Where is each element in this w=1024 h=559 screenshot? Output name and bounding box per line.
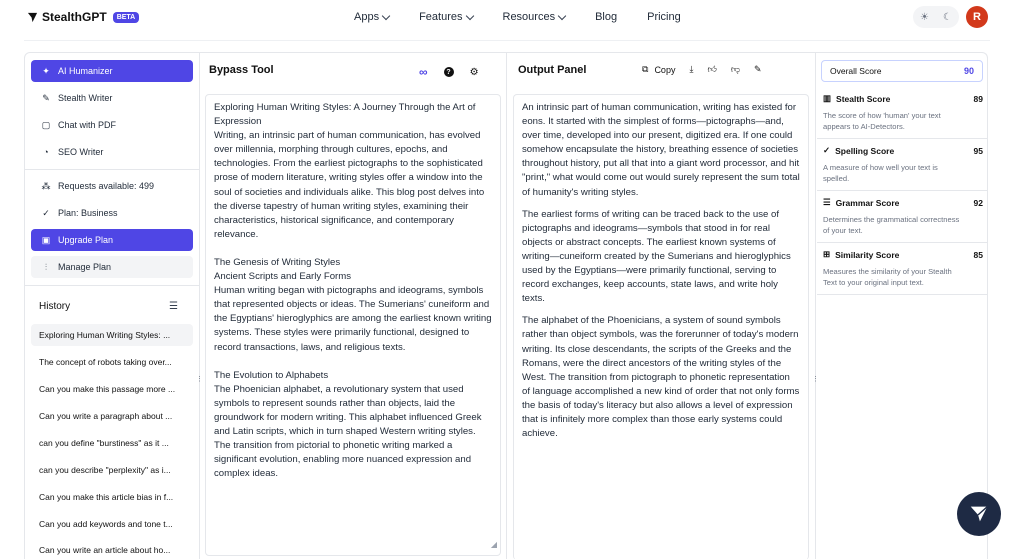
similarity-score-card: ⊞ Similarity Score 85 Measures the similarity of your Stealth Text to your original input text.	[817, 243, 988, 295]
pencil-icon: ✎	[42, 93, 50, 103]
input-textarea[interactable]: Exploring Human Writing Styles: A Journey Through the Art of Expression Writing, an intrinsic part of human communication, has evolved over millennia, morphing through cultures, epochs, and technologies. From the earliest pictographs to the sophisticated prose of modern literature, writing styles offer a window into the soul of societies and individuals alike. This blog post delves into the diverse tapestry of human writing styles, examining their characteristics, historical significance, and contemporary relevance. The Genesis of Writing Styles Ancient Scripts and Early Forms Human writing began with pictographs and ideograms, symbols that represented objects or ideas. The Sumerians' cuneiform and the Egyptians' hieroglyphics are among the earliest known writing systems. These styles were primarily functional, designed to record transactions, laws, and religious texts. The Evolution to Alphabets The Phoenician alphabet, a revolutionary system that used symbols to represent sounds rather than objects, laid the groundwork for modern writing. This alphabet influenced Greek and Latin scripts, which in turn shaped Western writing styles. The transition from pictorial to phonetic writing marked a significant evolution, enabling more nuanced expression and complex ideas. ◢	[205, 94, 501, 556]
grammar-score-card: ☰ Grammar Score 92 Determines the grammatical correctness of your text.	[817, 191, 988, 243]
sidebar-divider	[25, 285, 200, 286]
download-icon[interactable]: ⤓	[689, 64, 694, 74]
brand-logo[interactable]	[27, 10, 139, 24]
chat-support-button[interactable]	[957, 492, 1001, 536]
chevron-down-icon	[465, 11, 473, 19]
edit-icon[interactable]: ✎	[753, 64, 762, 74]
logo-icon	[27, 12, 38, 23]
plan-status: ✓ Plan: Business	[42, 208, 118, 218]
overall-score: Overall Score 90	[821, 60, 983, 82]
spelling-score-card: ✓ Spelling Score 95 A measure of how well your text is spelled.	[817, 139, 988, 191]
history-item[interactable]: Can you make this article bias in f...	[39, 492, 174, 502]
nav-pricing[interactable]: Pricing	[647, 11, 681, 23]
sparkle-icon: ✦	[42, 66, 50, 76]
nav-features[interactable]: Features	[419, 11, 472, 23]
requests-available: ⁂ Requests available: 499	[41, 181, 155, 191]
chevron-down-icon	[382, 11, 390, 19]
nav-links	[354, 11, 711, 23]
avatar[interactable]: R	[966, 6, 988, 28]
beta-badge: BETA	[113, 12, 140, 23]
output-title: Output Panel	[518, 64, 587, 76]
top-navigation	[0, 0, 1024, 36]
history-item[interactable]: The concept of robots taking over...	[39, 357, 172, 367]
check-circle-icon: ✓	[42, 208, 50, 218]
compare-icon: ⊞	[823, 249, 831, 259]
bypass-toolbar	[419, 65, 479, 79]
nodes-icon: ⁂	[41, 181, 51, 191]
history-item[interactable]: Can you make this passage more ...	[39, 384, 176, 394]
image-icon: ▣	[41, 235, 51, 245]
scores-panel	[817, 53, 988, 559]
help-icon[interactable]: ?	[444, 67, 454, 77]
bypass-tool-panel	[201, 53, 507, 559]
header-divider	[24, 40, 990, 41]
gear-icon[interactable]: ⚙	[469, 66, 479, 78]
thumbs-down-icon[interactable]: 👎︎	[730, 64, 740, 74]
stealth-score-card: ▥ Stealth Score 89 The score of how 'human' your text appears to AI-Detectors.	[817, 87, 988, 139]
resize-handle-icon[interactable]: ◢	[490, 539, 497, 549]
list-check-icon: ☰	[823, 197, 831, 207]
history-item[interactable]: can you define "burstiness" as it ...	[39, 438, 169, 448]
barcode-icon: ▥	[823, 93, 832, 103]
history-item[interactable]: Exploring Human Writing Styles: ...	[31, 324, 193, 346]
theme-toggle[interactable]	[913, 6, 959, 28]
infinity-icon[interactable]: ∞	[419, 65, 428, 79]
sidebar-item-chat-with-pdf[interactable]: ▢ Chat with PDF	[41, 120, 117, 130]
manage-plan-button[interactable]: ⫶ Manage Plan	[31, 256, 193, 278]
spellcheck-icon: ✓	[823, 145, 831, 155]
drag-handle-icon[interactable]: ⋮	[812, 376, 819, 383]
document-icon: ▢	[41, 120, 51, 130]
sidebar-item-ai-humanizer[interactable]: ✦ AI Humanizer	[31, 60, 193, 82]
upgrade-plan-button[interactable]: ▣ Upgrade Plan	[31, 229, 193, 251]
output-toolbar	[642, 64, 762, 75]
sun-icon[interactable]: ☀	[920, 11, 929, 23]
sidebar-divider	[25, 169, 200, 170]
sliders-icon: ⫶	[44, 262, 48, 272]
moon-icon[interactable]: ☾	[943, 11, 952, 23]
output-panel	[508, 53, 819, 559]
filter-list-icon[interactable]: ☰	[169, 301, 178, 312]
nav-blog[interactable]: Blog	[595, 11, 618, 23]
sidebar	[25, 53, 203, 559]
workspace	[24, 52, 988, 559]
history-item[interactable]: Can you write an article about ho...	[39, 545, 171, 555]
nav-resources[interactable]: Resources	[503, 11, 566, 23]
sidebar-item-stealth-writer[interactable]: ✎ Stealth Writer	[42, 93, 113, 103]
output-text: An intrinsic part of human communication, writing has existed for eons. It started with the simplest of forms—pictographs—and, over time, developed into our present, digitized era. If one could somehow encapsulate the history, breathing essence of societies throughout history, put all that into a giant word processor, and hit "print," what would come out would surely represent the sum total of humanity's writing styles. The earliest forms of writing can be traced back to the use of pictographs and ideograms—symbols that stood in for real objects or abstract concepts. The earliest known systems of writing—cuneiform created by the Sumerians and hieroglyphics used by the Egyptians—were primarily functional, serving to record exchanges, keep accounts, state laws, and write holy texts. The alphabet of the Phoenicians, a system of sound symbols rather than object symbols, was the forerunner of today's modern writing. Its close descendants, the scripts of the Greeks and the Romans, were the direct ancestors of the writing styles of the West. The transition from pictograph to phonetic representation of language accomplished a new kind of order that not only forms the basis of today's literacy but also allows a level of expression that is infinitely more complex than those early systems could achieve.	[513, 94, 809, 559]
copy-icon: ⧉	[642, 64, 649, 74]
thumbs-up-icon[interactable]: 👍︎	[707, 64, 717, 74]
sidebar-item-seo-writer[interactable]: ◔ SEO Writer	[31, 141, 193, 163]
history-item[interactable]: Can you write a paragraph about ...	[39, 411, 173, 421]
brand-name: StealthGPT	[42, 10, 107, 24]
bypass-title: Bypass Tool	[209, 64, 274, 76]
nav-apps[interactable]: Apps	[354, 11, 389, 23]
history-item[interactable]: Can you add keywords and tone t...	[39, 519, 173, 529]
history-item[interactable]: can you describe "perplexity" as i...	[39, 465, 171, 475]
rss-icon: ◔	[43, 147, 49, 157]
copy-button[interactable]: ⧉ Copy	[642, 64, 676, 75]
send-icon	[968, 503, 990, 525]
history-title: History	[39, 301, 71, 312]
chevron-down-icon	[558, 11, 566, 19]
drag-handle-icon[interactable]: ⋮	[196, 376, 203, 383]
